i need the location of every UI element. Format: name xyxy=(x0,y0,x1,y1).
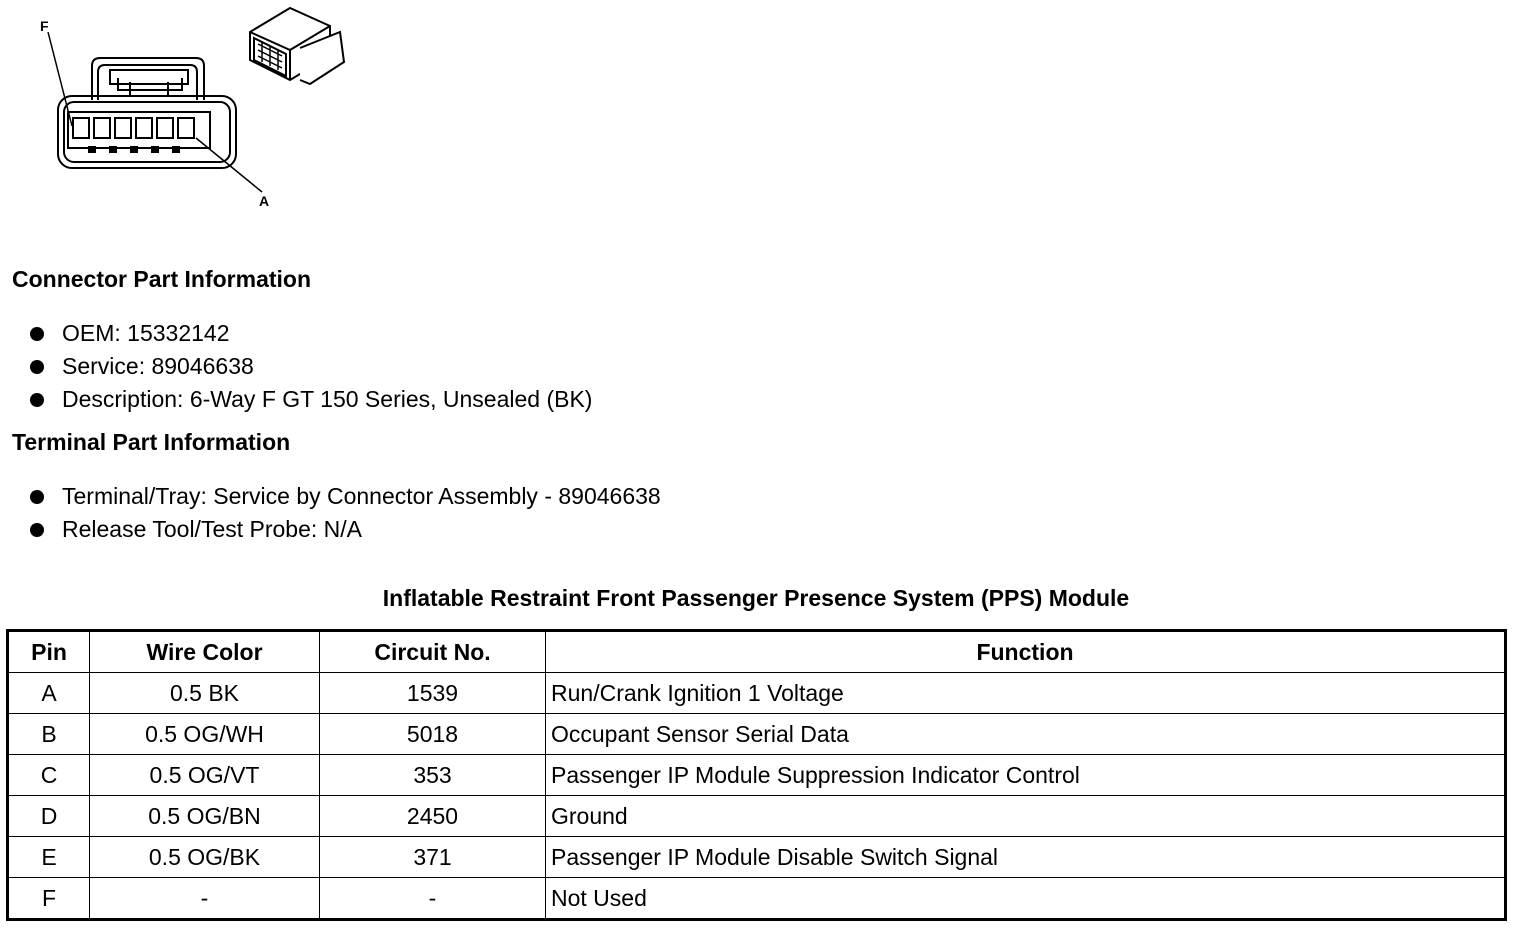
wire-color-cell: 0.5 OG/VT xyxy=(90,755,320,796)
pin-table xyxy=(6,629,1507,921)
list-item: Service: 89046638 xyxy=(30,350,592,383)
connector-part-info-list xyxy=(30,317,592,416)
connector-part-info-heading: Connector Part Information xyxy=(12,266,312,292)
function-cell: Occupant Sensor Serial Data xyxy=(546,714,1506,755)
leader-line-f xyxy=(48,32,72,126)
list-item: Release Tool/Test Probe: N/A xyxy=(30,513,661,546)
function-cell: Not Used xyxy=(546,878,1506,920)
connector-diagram xyxy=(0,0,400,220)
table-title: Inflatable Restraint Front Passenger Presence System (PPS) Module xyxy=(382,585,1130,611)
terminal-cavities xyxy=(73,118,194,138)
bullet-icon xyxy=(30,327,44,341)
pin-cell: A xyxy=(8,673,90,714)
pin-cell: D xyxy=(8,796,90,837)
bullet-icon xyxy=(30,523,44,537)
list-item: OEM: 15332142 xyxy=(30,317,592,350)
circuit-no-cell: - xyxy=(320,878,546,920)
bullet-icon xyxy=(30,360,44,374)
cavity-label-a: A xyxy=(259,193,270,209)
table-row xyxy=(8,796,1506,837)
wire-color-cell: 0.5 OG/WH xyxy=(90,714,320,755)
bullet-icon xyxy=(30,393,44,407)
function-cell: Ground xyxy=(546,796,1506,837)
table-row xyxy=(8,878,1506,920)
list-item: Terminal/Tray: Service by Connector Assembly - 89046638 xyxy=(30,480,661,513)
pin-cell: F xyxy=(8,878,90,920)
wire-color-cell: 0.5 OG/BN xyxy=(90,796,320,837)
table-header-row xyxy=(8,631,1506,673)
bullet-icon xyxy=(30,490,44,504)
pin-cell: C xyxy=(8,755,90,796)
list-item: Description: 6-Way F GT 150 Series, Unsealed (BK) xyxy=(30,383,592,416)
circuit-no-cell: 1539 xyxy=(320,673,546,714)
cavity-label-f: F xyxy=(40,18,49,34)
table-row xyxy=(8,837,1506,878)
column-header-function: Function xyxy=(546,631,1506,673)
wire-color-cell: - xyxy=(90,878,320,920)
column-header-wire-color: Wire Color xyxy=(90,631,320,673)
circuit-no-cell: 371 xyxy=(320,837,546,878)
column-header-pin: Pin xyxy=(8,631,90,673)
table-row xyxy=(8,755,1506,796)
wire-color-cell: 0.5 BK xyxy=(90,673,320,714)
function-cell: Run/Crank Ignition 1 Voltage xyxy=(546,673,1506,714)
connector-isometric-view xyxy=(250,8,344,84)
circuit-no-cell: 2450 xyxy=(320,796,546,837)
table-row xyxy=(8,673,1506,714)
circuit-no-cell: 353 xyxy=(320,755,546,796)
circuit-no-cell: 5018 xyxy=(320,714,546,755)
terminal-part-info-list xyxy=(30,480,661,546)
function-cell: Passenger IP Module Disable Switch Signal xyxy=(546,837,1506,878)
function-cell: Passenger IP Module Suppression Indicator Control xyxy=(546,755,1506,796)
pin-cell: B xyxy=(8,714,90,755)
wire-color-cell: 0.5 OG/BK xyxy=(90,837,320,878)
table-row xyxy=(8,714,1506,755)
terminal-part-info-heading: Terminal Part Information xyxy=(12,429,291,455)
pin-cell: E xyxy=(8,837,90,878)
column-header-circuit-no: Circuit No. xyxy=(320,631,546,673)
